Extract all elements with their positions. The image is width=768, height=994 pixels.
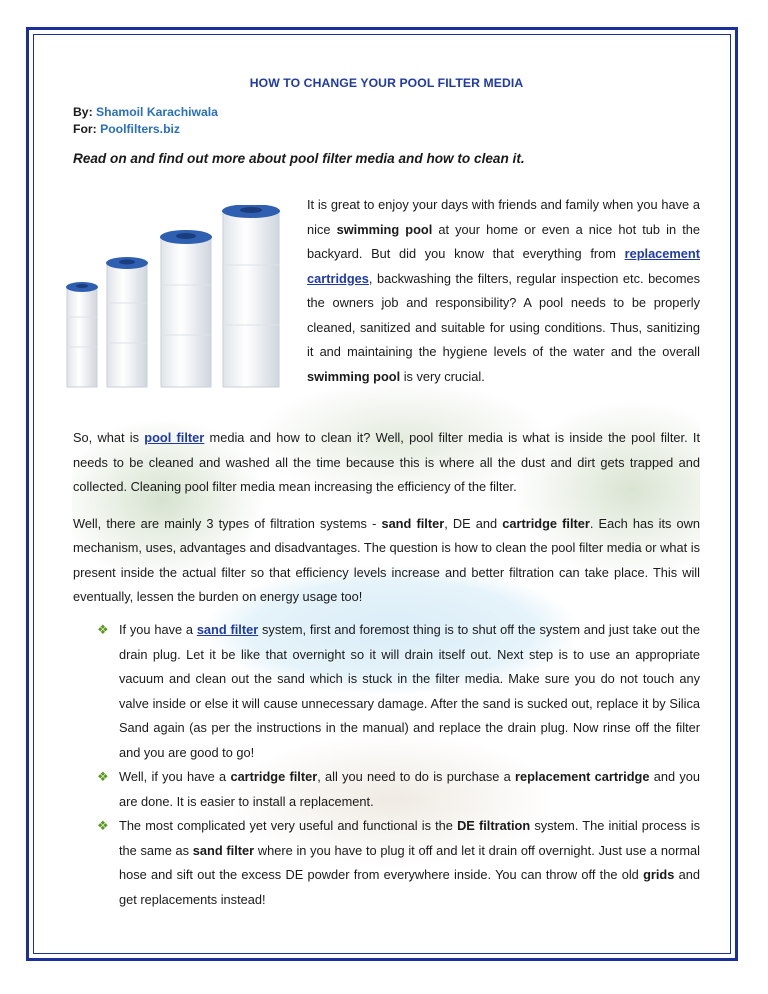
para3-text-2: , DE and [444,515,503,531]
client-name: Poolfilters.biz [100,122,180,136]
author-line [73,104,700,121]
sand-filter-bold-2: sand filter [192,842,255,858]
bullet2-text-2: , all you need to do is purchase a [317,769,516,784]
bullet3-text-4: and get replacements instead! [119,867,700,907]
intro-paragraph [307,193,700,389]
cartridge-medium [106,257,148,387]
swimming-pool-bold-2: swimming pool [307,368,401,384]
diamond-bullet-icon: ❖ [97,769,109,784]
cartridge-xlarge [222,205,280,387]
author-name: Shamoil Karachiwala [96,105,218,119]
list-item-cartridge-filter [97,765,700,814]
bullet1-text-2: system, first and foremost thing is to shut off the system and just take out the drain plug. Let it be like that overnight so it will drain itself out. Next step is to use an appropriate vacuum and clean out the sand which is stuck in the filter media. Make sure you do not touch any valve inside or else it will cause unnecessary damage. After the sand is sucked out, replace it by Silica Sand again (as per the instructions in the manual) and replace the drain plug. Now rinse off the filter and you are good to go! [119,622,701,760]
cartridge-filter-bold-2: cartridge filter [230,769,318,784]
bullet3-text-2: system. The initial process is the same as [119,818,701,858]
bullet2-text-3: and you are done. It is easier to install a replacement. [119,769,700,809]
pool-filter-cartridges-image [65,205,283,390]
cleaning-steps-list [97,618,700,912]
grids-bold: grids [643,867,675,882]
document-header [73,76,700,166]
list-item-de-filtration [97,814,700,912]
para3-text-3: . Each has its own mechanism, uses, advantages and disadvantages. The question is how to clean the pool filter media or what is present inside the actual filter so that efficiency levels increase and better filtration can take place. This will eventually, lessen the burden on energy usage too! [73,515,700,604]
bullet3-text-3: where in you have to plug it off and let it drain off overnight. Just use a normal hose and sift out the excess DE powder from everywhere inside. You can throw off the old [119,842,701,882]
replacement-cartridge-bold: replacement cartridge [515,769,650,784]
list-item-sand-filter [97,618,700,765]
replacement-cartridges-link[interactable]: replacement cartridges [307,246,700,286]
para2-text-1: So, what is [73,430,145,445]
para2-text-2: media and how to clean it? Well, pool filter media is what is inside the pool filter. It needs to be cleaned and washed all the time because this is where all the dust and dirt gets trapped and collected. Cleaning pool filter media mean increasing the efficiency of the filter. [73,430,700,494]
by-label: By: [73,105,93,119]
paragraph-3 [73,512,700,610]
for-label: For: [73,122,97,136]
para1-text-2: at your home or even a nice hot tub in the backyard. But did you know that everything from [307,221,700,261]
diamond-bullet-icon: ❖ [97,818,109,833]
body-paragraphs [73,426,700,610]
de-filtration-bold: DE filtration [457,818,531,833]
page-title: HOW TO CHANGE YOUR POOL FILTER MEDIA [249,76,524,90]
sand-filter-link[interactable]: sand filter [196,622,259,637]
intro-heading: Read on and find out more about pool filter media and how to clean it. [73,151,525,166]
para1-text-4: is very crucial. [400,368,485,384]
cartridge-filter-bold: cartridge filter [502,515,590,531]
bullet1-text-1: If you have a [119,622,197,637]
paragraph-2 [73,426,700,500]
swimming-pool-bold-1: swimming pool [336,221,433,237]
cartridge-small [66,282,98,387]
client-line [73,121,700,138]
para1-text-3: , backwashing the filters, regular inspection etc. becomes the owners job and responsibility? A pool needs to be properly cleaned, sanitized and suitable for using conditions. Thus, sanitizing it and maintaining the hygiene levels of the water and the overall [307,270,700,359]
pool-filter-link[interactable]: pool filter [144,430,205,445]
para3-text-1: Well, there are mainly 3 types of filtration systems - [73,515,382,531]
para1-text-1: It is great to enjoy your days with friends and family when you have a nice [307,197,700,237]
diamond-bullet-icon: ❖ [97,622,109,637]
bullet2-text-1: Well, if you have a [119,769,231,784]
bullet3-text-1: The most complicated yet very useful and functional is the [119,818,458,833]
cartridge-large [160,230,212,387]
sand-filter-bold: sand filter [381,515,445,531]
